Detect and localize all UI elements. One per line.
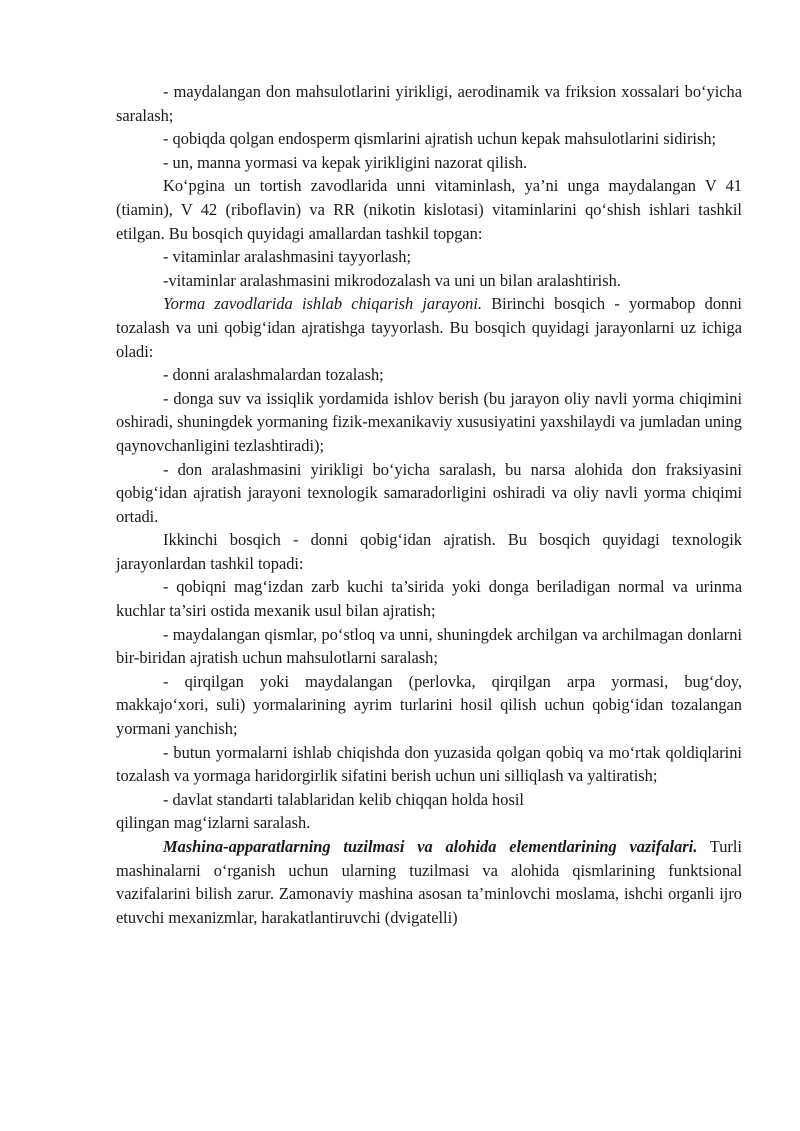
paragraph-text: Turli mashinalarni o‘rganish uchun ularning tuzilmasi va alohida qismlarining funktsional vazifalarini bilish zarur. Zamonaviy mashina asosan ta’minlovchi moslama, ishchi organli ijro etuvchi mexanizmlar, harakatlantiruvchi (dvigatelli)	[116, 837, 742, 927]
paragraph: - maydalangan qismlar, po‘stloq va unni, shuningdek archilgan va archilmagan donlarni bir-biridan ajratish uchun mahsulotlarni saralash;	[116, 624, 742, 668]
paragraph: - un, manna yormasi va kepak yirikligini nazorat qilish.	[163, 152, 528, 172]
paragraph	[116, 292, 742, 363]
document-body	[116, 80, 742, 929]
paragraph-text: Birinchi bosqich - yormabop donni tozalash va uni qobig‘idan ajratishga tayyorlash. Bu bosqich quyidagi jarayonlarni uz ichiga oladi:	[116, 294, 742, 361]
paragraph: - qirqilgan yoki maydalangan (perlovka, qirqilgan arpa yormasi, bug‘doy, makkajo‘xori, suli) yormalarining ayrim turlarini hosil qilish uchun qobig‘idan tozalangan yormani yanchish;	[116, 671, 742, 739]
paragraph: - qobiqni mag‘izdan zarb kuchi ta’sirida yoki donga beriladigan normal va urinma kuchlar ta’siri ostida mexanik usul bilan ajratish;	[116, 577, 742, 621]
italic-heading: Yorma zavodlarida ishlab chiqarish jarayoni.	[163, 294, 482, 314]
paragraph: -vitaminlar aralashmasini mikrodozalash va uni un bilan aralashtirish.	[163, 270, 621, 290]
paragraph: - vitaminlar aralashmasini tayyorlash;	[163, 247, 412, 267]
paragraph: - don aralashmasini yirikligi bo‘yicha saralash, bu narsa alohida don fraksiyasini qobig‘idan ajratish jarayoni texnologik samaradorligini oshiradi va oliy navli yorma chiqimi ortadi.	[116, 459, 742, 526]
bold-italic-heading: Mashina-apparatlarning tuzilmasi va alohida elementlarining vazifalari.	[163, 837, 698, 856]
paragraph: - butun yormalarni ishlab chiqishda don yuzasida qolgan qobiq va mo‘rtak qoldiqlarini tozalash va yormaga haridorgirlik sifatini berish uchun uni silliqlash va yaltiratish;	[116, 742, 742, 786]
paragraph: - maydalangan don mahsulotlarini yirikligi, aerodinamik va friksion xossalari bo‘yicha saralash;	[116, 82, 742, 125]
paragraph-continuation: qilingan mag‘izlarni saralash.	[116, 813, 311, 833]
paragraph: - donni aralashmalardan tozalash;	[163, 365, 384, 385]
paragraph: - donga suv va issiqlik yordamida ishlov berish (bu jarayon oliy navli yorma chiqimini oshiradi, shuningdek yormaning fizik-mexanikaviy xususiyatini yaxshilaydi va jumladan uning qaynovchanligini tezlashtiradi);	[116, 388, 742, 455]
paragraph: - davlat standarti talablaridan kelib chiqqan holda hosil	[163, 789, 524, 809]
paragraph	[116, 835, 742, 929]
paragraph: - qobiqda qolgan endosperm qismlarini ajratish uchun kepak mahsulotlarini sidirish;	[163, 129, 717, 149]
paragraph: Ko‘pgina un tortish zavodlarida unni vitaminlash, ya’ni unga maydalangan V 41 (tiamin), V 42 (riboflavin) va RR (nikotin kislotasi) vitaminlarini qo‘shish ishlari tashkil etilgan. Bu bosqich quyidagi amallardan tashkil topgan:	[116, 176, 742, 243]
paragraph: Ikkinchi bosqich - donni qobig‘idan ajratish. Bu bosqich quyidagi texnologik jarayonlardan tashkil topadi:	[116, 530, 742, 573]
